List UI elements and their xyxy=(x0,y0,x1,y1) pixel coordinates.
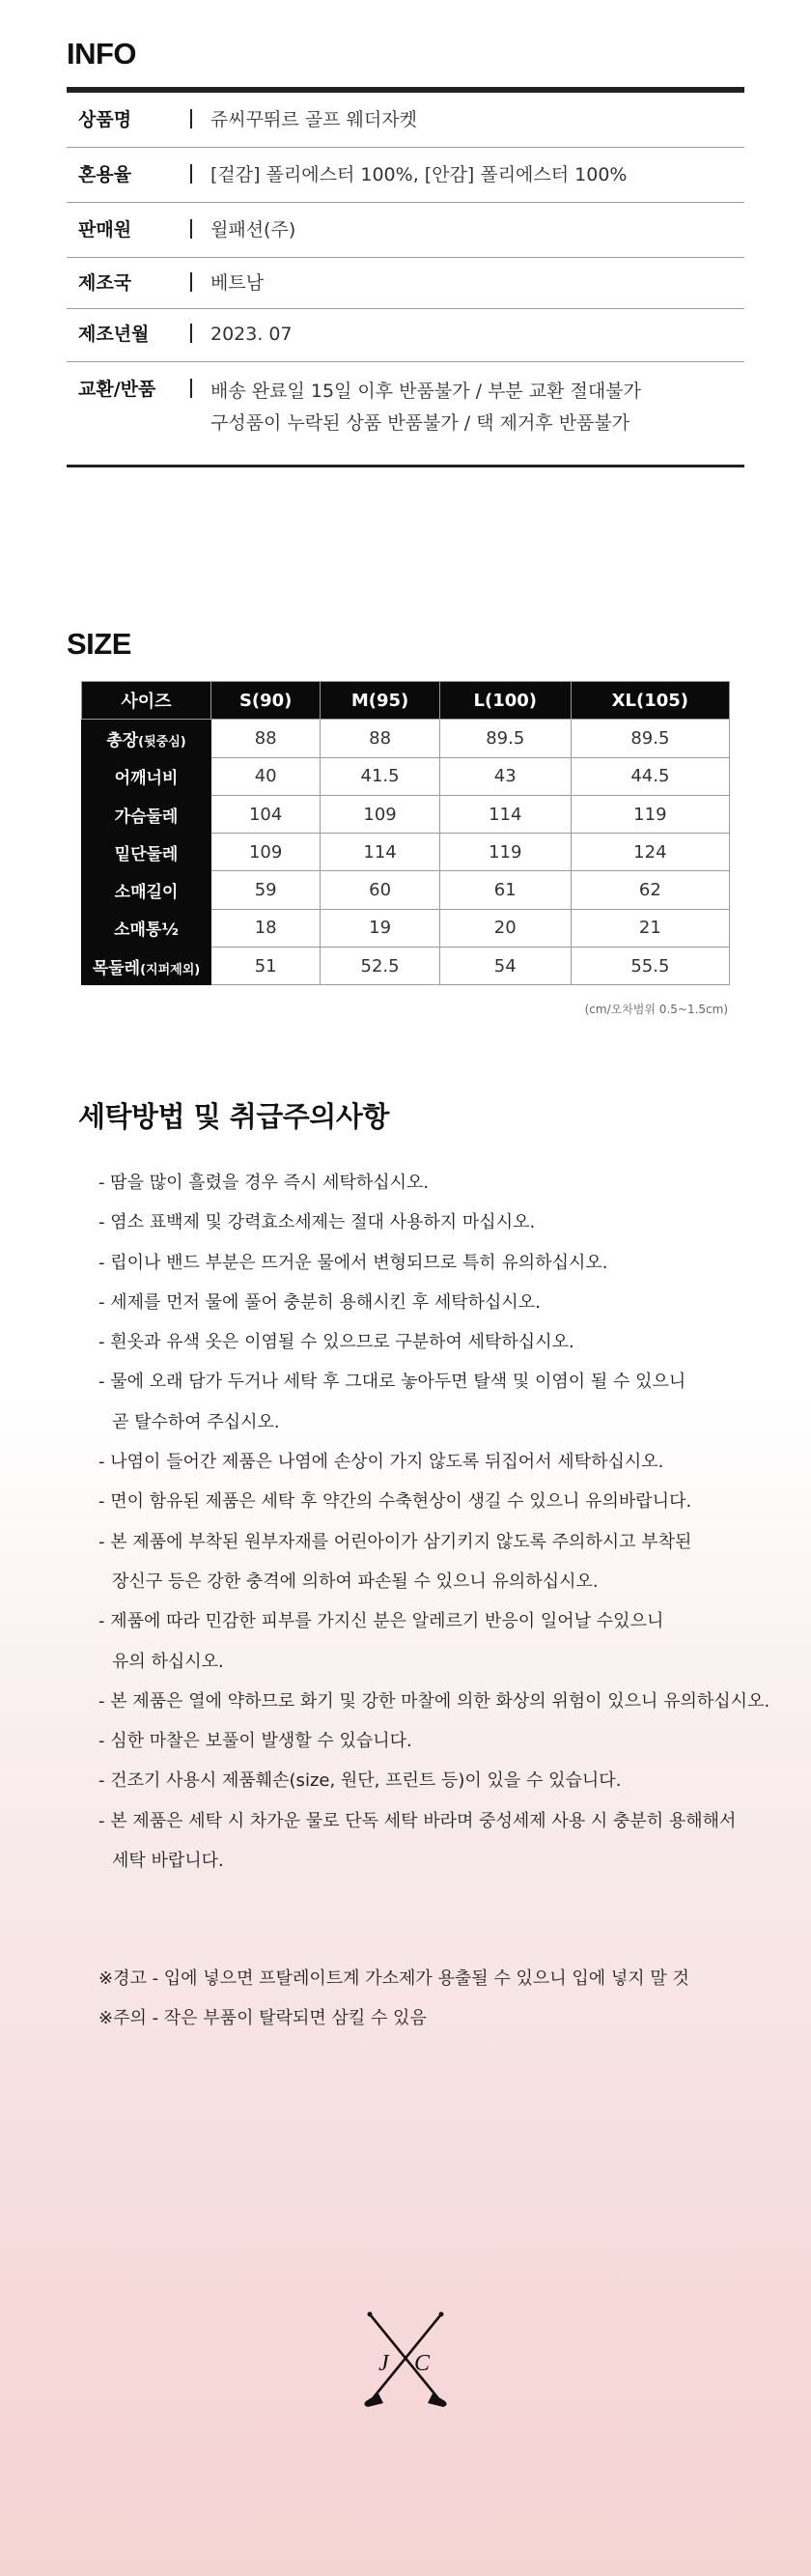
size-cell: 19 xyxy=(321,909,439,947)
size-row-label xyxy=(82,834,211,871)
care-item-line: 장신구 등은 강한 충격에 의하여 파손될 수 있으니 유의하십시오. xyxy=(112,1571,599,1592)
size-cell: 114 xyxy=(321,834,439,871)
info-divider xyxy=(190,379,192,398)
care-item-line: - 땀을 많이 흘렸을 경우 즉시 세탁하십시오. xyxy=(98,1173,430,1193)
size-note: (cm/오차범위 0.5~1.5cm) xyxy=(584,1003,728,1016)
info-divider xyxy=(190,219,192,239)
size-cell: 61 xyxy=(439,871,571,909)
care-item-line: - 흰옷과 유색 옷은 이염될 수 있으므로 구분하여 세탁하십시오. xyxy=(98,1332,574,1353)
care-item xyxy=(98,1362,774,1442)
size-cell: 55.5 xyxy=(571,948,729,985)
size-cell: 20 xyxy=(439,909,571,947)
size-header-label: 사이즈 xyxy=(82,682,211,720)
info-row xyxy=(67,258,744,309)
info-value-line: 2023. 07 xyxy=(210,324,293,345)
info-row xyxy=(67,309,744,362)
size-row xyxy=(82,948,730,985)
info-label: 제조년월 xyxy=(78,324,150,345)
size-row-label-main: 가슴둘레 xyxy=(114,807,179,827)
care-item-line: 세탁 바랍니다. xyxy=(112,1851,224,1872)
size-row-label-sub: (뒷중심) xyxy=(138,734,186,750)
info-value-line: 배송 완료일 15일 이후 반품불가 / 부분 교환 절대불가 xyxy=(210,381,641,402)
info-value xyxy=(210,216,744,243)
size-cell: 124 xyxy=(571,834,729,871)
care-item-line: 곧 탈수하여 주십시오. xyxy=(112,1411,280,1432)
info-value xyxy=(210,321,744,348)
size-cell: 44.5 xyxy=(571,757,729,795)
size-cell: 119 xyxy=(439,834,571,871)
info-label: 판매원 xyxy=(78,219,132,241)
care-item xyxy=(98,1601,774,1682)
care-item xyxy=(98,1721,774,1761)
size-row-label xyxy=(82,757,211,795)
size-header-col: XL(105) xyxy=(571,682,729,720)
size-row-label xyxy=(82,909,211,947)
size-cell: 89.5 xyxy=(571,720,729,757)
info-value xyxy=(210,106,744,133)
care-item-line: - 립이나 밴드 부분은 뜨거운 물에서 변형되므로 특히 유의하십시오. xyxy=(98,1252,608,1273)
info-value-line: 베트남 xyxy=(210,272,265,294)
size-row-label-main: 소매길이 xyxy=(114,883,179,903)
size-row-label-main: 어깨너비 xyxy=(114,769,179,789)
care-item-line: - 세제를 먼저 물에 풀어 충분히 용해시킨 후 세탁하십시오. xyxy=(98,1291,541,1313)
warnings-list xyxy=(98,1959,689,2038)
size-row-label xyxy=(82,720,211,757)
warning-item: ※주의 - 작은 부품이 탈락되면 삼킬 수 있음 xyxy=(98,2008,427,2028)
size-row-label xyxy=(82,871,211,909)
care-item xyxy=(98,1682,774,1721)
size-row xyxy=(82,795,730,833)
care-item xyxy=(98,1522,774,1602)
info-title: INFO xyxy=(67,37,137,71)
info-divider xyxy=(190,164,192,184)
info-value xyxy=(210,269,744,297)
size-table xyxy=(81,681,730,985)
info-label: 제조국 xyxy=(78,272,132,294)
care-item xyxy=(98,1283,774,1322)
size-row-label-main: 소매통½ xyxy=(114,920,179,941)
info-value-line: 구성품이 누락된 상품 반품불가 / 택 제거후 반품불가 xyxy=(210,412,630,434)
info-divider xyxy=(190,324,192,343)
info-divider xyxy=(190,109,192,128)
care-item-line: - 염소 표백제 및 강력효소세제는 절대 사용하지 마십시오. xyxy=(98,1212,536,1233)
size-cell: 104 xyxy=(211,795,321,833)
size-row-label-sub: (지퍼제외) xyxy=(140,962,201,977)
care-item-line: 유의 하십시오. xyxy=(112,1651,224,1672)
size-row xyxy=(82,834,730,871)
size-row-label-main: 목둘레 xyxy=(92,958,141,978)
size-cell: 62 xyxy=(571,871,729,909)
info-value-line: [겉감] 폴리에스터 100%, [안감] 폴리에스터 100% xyxy=(210,164,628,185)
size-cell: 41.5 xyxy=(321,757,439,795)
care-item xyxy=(98,1243,774,1283)
size-cell: 109 xyxy=(211,834,321,871)
care-title: 세탁방법 및 취급주의사항 xyxy=(78,1100,389,1133)
care-item-line: - 본 제품은 세탁 시 차가운 물로 단독 세탁 바라며 중성세제 사용 시 충분히 용해해서 xyxy=(98,1810,737,1831)
size-row-label xyxy=(82,795,211,833)
logo-letter-j: J xyxy=(378,2351,389,2376)
care-item xyxy=(98,1801,774,1882)
size-row xyxy=(82,757,730,795)
info-row xyxy=(67,93,744,148)
info-value xyxy=(210,161,744,188)
care-item xyxy=(98,1322,774,1362)
info-row xyxy=(67,203,744,258)
size-cell: 40 xyxy=(211,757,321,795)
info-row xyxy=(67,148,744,203)
info-label: 상품명 xyxy=(78,109,132,130)
size-cell: 18 xyxy=(211,909,321,947)
size-cell: 114 xyxy=(439,795,571,833)
care-instructions-list xyxy=(98,1163,774,1881)
info-value-line: 윌패션(주) xyxy=(210,219,296,241)
care-item-line: - 제품에 따라 민감한 피부를 가지신 분은 알레르기 반응이 일어날 수있으니 xyxy=(98,1611,664,1632)
info-table xyxy=(67,87,744,467)
size-cell: 109 xyxy=(321,795,439,833)
care-item xyxy=(98,1482,774,1521)
size-title: SIZE xyxy=(67,627,131,661)
care-item-line: - 본 제품은 열에 약하므로 화기 및 강한 마찰에 의한 화상의 위험이 있으니 유의하십시오. xyxy=(98,1690,770,1712)
size-header-col: S(90) xyxy=(211,682,321,720)
info-divider xyxy=(190,272,192,292)
care-item-line: - 면이 함유된 제품은 세탁 후 약간의 수축현상이 생길 수 있으니 유의바랍니다. xyxy=(98,1491,692,1513)
info-label: 교환/반품 xyxy=(78,379,156,400)
size-row-label-main: 밑단둘레 xyxy=(114,844,179,864)
size-header-col: L(100) xyxy=(439,682,571,720)
size-cell: 119 xyxy=(571,795,729,833)
care-item xyxy=(98,1442,774,1482)
size-table-header xyxy=(82,682,730,720)
care-item-line: - 본 제품에 부착된 원부자재를 어린아이가 삼기키지 않도록 주의하시고 부착된 xyxy=(98,1531,692,1552)
care-item-line: - 나염이 들어간 제품은 나염에 손상이 가지 않도록 뒤집어서 세탁하십시오. xyxy=(98,1452,664,1473)
crossed-golf-clubs-icon xyxy=(360,2310,451,2415)
care-item xyxy=(98,1761,774,1800)
warning-item: ※경고 - 입에 넣으면 프탈레이트계 가소제가 용출될 수 있으니 입에 넣지 말 것 xyxy=(98,1968,689,1989)
size-cell: 88 xyxy=(211,720,321,757)
size-row xyxy=(82,909,730,947)
size-row-label-main: 총장 xyxy=(106,730,139,750)
size-row-label xyxy=(82,948,211,985)
size-row xyxy=(82,720,730,757)
size-cell: 59 xyxy=(211,871,321,909)
care-item xyxy=(98,1203,774,1242)
care-item-line: - 건조기 사용시 제품훼손(size, 원단, 프린트 등)이 있을 수 있습니다. xyxy=(98,1770,622,1792)
size-cell: 89.5 xyxy=(439,720,571,757)
info-value-line: 쥬씨꾸뛰르 골프 웨더자켓 xyxy=(210,109,417,130)
size-cell: 43 xyxy=(439,757,571,795)
info-label: 혼용율 xyxy=(78,164,132,185)
info-row xyxy=(67,362,744,465)
size-cell: 60 xyxy=(321,871,439,909)
care-item-line: - 심한 마찰은 보풀이 발생할 수 있습니다. xyxy=(98,1731,412,1752)
logo-letter-c: C xyxy=(414,2351,431,2376)
care-item-line: - 물에 오래 담가 두거나 세탁 후 그대로 놓아두면 탈색 및 이염이 될 수 있으니 xyxy=(98,1372,686,1393)
size-header-col: M(95) xyxy=(321,682,439,720)
care-item xyxy=(98,1163,774,1203)
size-cell: 52.5 xyxy=(321,948,439,985)
size-row xyxy=(82,871,730,909)
size-cell: 88 xyxy=(321,720,439,757)
info-value xyxy=(210,376,744,439)
size-cell: 21 xyxy=(571,909,729,947)
size-cell: 54 xyxy=(439,948,571,985)
size-cell: 51 xyxy=(211,948,321,985)
